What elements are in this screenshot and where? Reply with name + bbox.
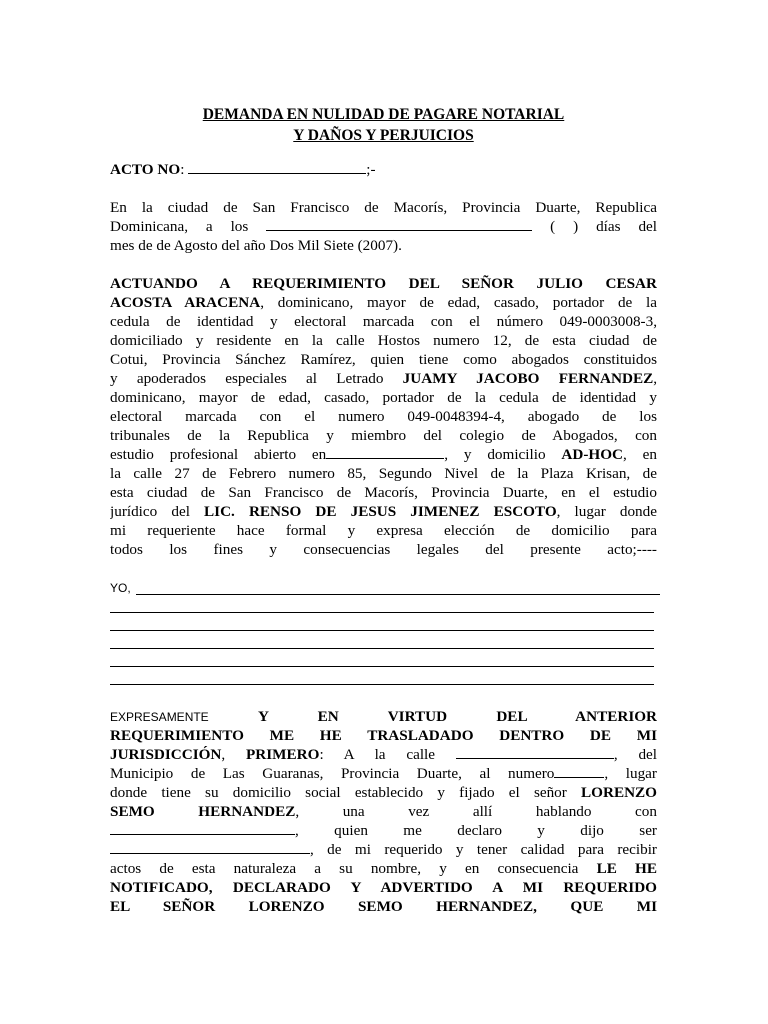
text-line: ACTUANDO A REQUERIMIENTO DEL SEÑOR JULIO CESAR [110, 275, 657, 292]
text-line: En la ciudad de San Francisco de Macorís, Provincia Duarte, Republica [110, 199, 657, 216]
paragraph-expresamente [110, 707, 657, 916]
acto-label: ACTO NO [110, 161, 181, 178]
calle-blank [456, 745, 614, 759]
text-line: electoral marcada con el numero 049-0048394-4, abogado de los [110, 408, 657, 425]
acto-blank [188, 160, 366, 174]
text-line: Municipio de Las Guaranas, Provincia Duarte, al numero , lugar [110, 765, 657, 782]
text-line: SEMO HERNANDEZ, una vez allí hablando con [110, 803, 657, 820]
yo-label: YO, [110, 581, 131, 595]
title-line-1: DEMANDA EN NULIDAD DE PAGARE NOTARIAL [202, 106, 565, 123]
text-line: mes de de Agosto del año Dos Mil Siete (2007). [110, 237, 402, 254]
paragraph-location [110, 198, 657, 255]
acto-number-line [110, 160, 657, 179]
text-line: REQUERIMIENTO ME HE TRASLADADO DENTRO DE MI [110, 727, 657, 744]
blank-line [110, 631, 654, 649]
text-line: dominicano, mayor de edad, casado, portador de la cedula de identidad y [110, 389, 657, 406]
blank-line [110, 649, 654, 667]
hablando-blank [110, 821, 295, 835]
text-line: donde tiene su domicilio social establecido y fijado el señor LORENZO [110, 784, 657, 801]
blank-line [110, 595, 654, 613]
text-line: Dominicana, a los ( ) días del [110, 218, 657, 235]
text-line: todos los fines y consecuencias legales del presente acto;---- [110, 541, 657, 558]
text-line: actos de esta naturaleza a su nombre, y en consecuencia LE HE [110, 860, 657, 877]
document-body [110, 104, 657, 935]
document-title [110, 104, 657, 146]
acto-suffix: ;- [366, 161, 376, 178]
title-line-2: Y DAÑOS Y PERJUICIOS [293, 127, 474, 144]
text-line: esta ciudad de San Francisco de Macorís, Provincia Duarte, en el estudio [110, 484, 657, 501]
paragraph-actuando [110, 274, 657, 559]
text-line: cedula de identidad y electoral marcada con el número 049-0003008-3, [110, 313, 657, 330]
estudio-blank [326, 445, 444, 459]
blank-line [110, 667, 654, 685]
yo-line [110, 578, 657, 595]
text-line: mi requeriente hace formal y expresa elección de domicilio para [110, 522, 657, 539]
text-line: Cotui, Provincia Sánchez Ramírez, quien tiene como abogados constituidos [110, 351, 657, 368]
text-line: ACOSTA ARACENA, dominicano, mayor de edad, casado, portador de la [110, 294, 657, 311]
text-line: tribunales de la Republica y miembro del colegio de Abogados, con [110, 427, 657, 444]
text-line: jurídico del LIC. RENSO DE JESUS JIMENEZ ESCOTO, lugar donde [110, 503, 657, 520]
text-line: domiciliado y residente en la calle Hostos numero 12, de esta ciudad de [110, 332, 657, 349]
text-line: EXPRESAMENTE Y EN VIRTUD DEL ANTERIOR [110, 708, 657, 725]
numero-blank [554, 764, 604, 778]
text-line: estudio profesional abierto en , y domicilio AD-HOC, en [110, 446, 657, 463]
day-blank [266, 217, 532, 231]
calidad-blank [110, 840, 310, 854]
text-line: EL SEÑOR LORENZO SEMO HERNANDEZ, QUE MI [110, 898, 657, 915]
text-line: , quien me declaro y dijo ser [110, 821, 657, 840]
text-line: , de mi requerido y tener calidad para recibir [110, 840, 657, 859]
blank-line [110, 613, 654, 631]
text-line: y apoderados especiales al Letrado JUAMY JACOBO FERNANDEZ, [110, 370, 657, 387]
text-line: NOTIFICADO, DECLARADO Y ADVERTIDO A MI REQUERIDO [110, 879, 657, 896]
alguacil-blank-lines [110, 578, 657, 685]
acto-colon: : [180, 161, 185, 178]
yo-blank [136, 594, 660, 595]
text-line: JURISDICCIÓN, PRIMERO: A la calle , del [110, 746, 657, 763]
text-line: la calle 27 de Febrero numero 85, Segundo Nivel de la Plaza Krisan, de [110, 465, 657, 482]
